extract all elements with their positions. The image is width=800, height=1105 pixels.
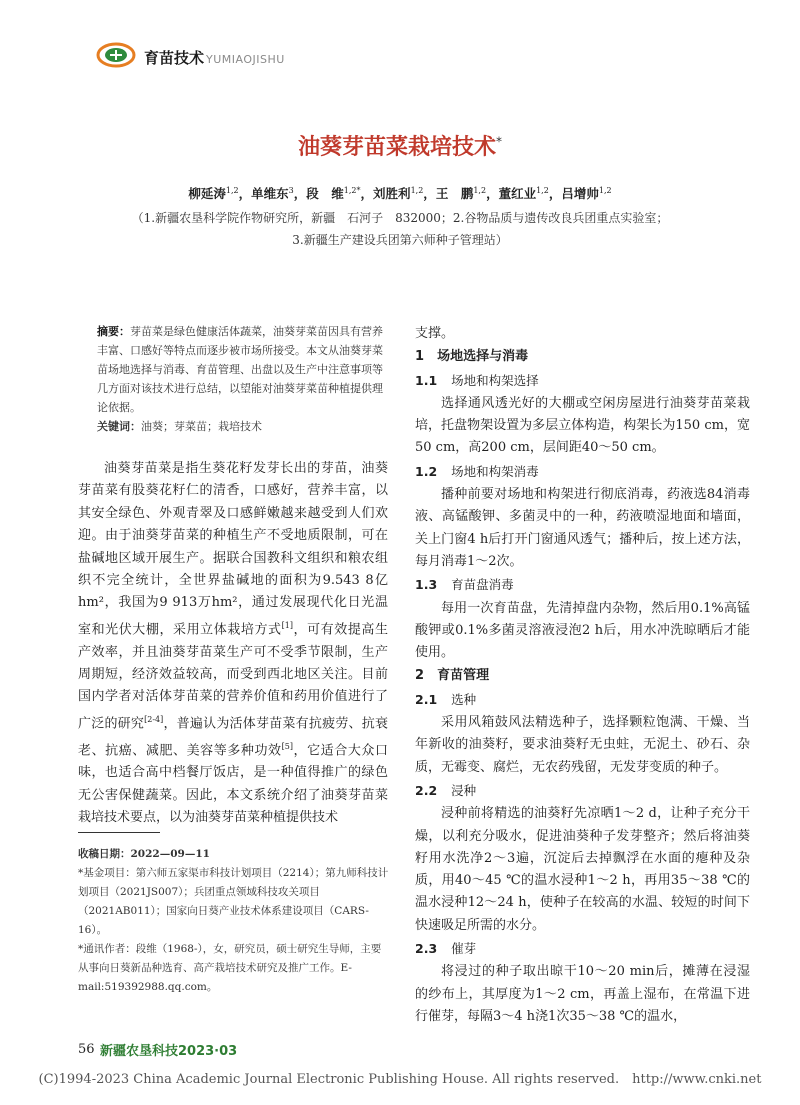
subsection-heading-2-2: 2.2 浸种: [415, 782, 477, 798]
abstract-label: 摘要：: [97, 325, 130, 338]
author: 柳延涛: [188, 186, 226, 201]
column-name-en: YUMIAOJISHU: [206, 53, 285, 66]
affiliation-line-2: 3.新疆生产建设兵团第六师种子管理站）: [292, 233, 508, 247]
received-date: 收稿日期：2022—09—11: [78, 848, 210, 860]
corresponding-author-note: *通讯作者：段维（1968-），女，研究员，硕士研究生导师，主要从事向日葵新品种选育、高产栽培技术研究及推广工作。E-mail:519392988.qq.com。: [78, 943, 382, 993]
column-name: 育苗技术 YUMIAOJISHU: [144, 49, 285, 67]
copyright-line: (C)1994-2023 China Academic Journal Electronic Publishing House. All rights reserved. http://www.cnki.net: [38, 1072, 762, 1087]
author: 单维东: [251, 186, 289, 201]
fund-note: *基金项目：第六师五家渠市科技计划项目（2214）；第九师科技计划项目（2021JS007）；兵团重点领域科技攻关项目（2021AB011）；国家向日葵产业技术体系建设项目（CARS-16）。: [78, 867, 389, 936]
continued-text: 支撑。: [415, 326, 455, 341]
citation: [2-4]: [144, 714, 164, 724]
section-heading-2: 2 育苗管理: [415, 668, 490, 684]
keywords-text: 油葵；芽菜苗；栽培技术: [141, 420, 262, 433]
subsection-heading-1-1: 1.1 场地和构架选择: [415, 372, 539, 388]
author: 段 维: [306, 186, 344, 201]
citation: [5]: [281, 741, 293, 751]
keywords-label: 关键词：: [97, 420, 141, 433]
affiliation-line-1: （1.新疆农垦科学院作物研究所，新疆 石河子 832000；2.谷物品质与遗传改良兵团重点实验室；: [131, 211, 669, 225]
title-footnote-mark: *: [496, 134, 502, 149]
author-list: 柳延涛$^{1,2}$，单维东$^3$，段 维$^{1,2*}$，刘胜利$^{1,2}$，王 鹏$^{1,2}$，董红业$^{1,2}$，吕增帅$^{1,2}$: [188, 185, 612, 201]
paragraph: 浸种前将精选的油葵籽先凉晒1～2 d，让种子充分干燥，以利充分吸水，促进油葵种子发芽整齐；然后将油葵籽用水洗净2～3遍，沉淀后去掉飘浮在水面的瘪种及杂质，用40～45 ℃的温水浸种1～2 h，再用35～38 ℃的温水浸种12～24 h，使种子在较高的水温、较短的时间下快速吸足所需的水分。: [415, 806, 750, 933]
paragraph: 播种前要对场地和构架进行彻底消毒，药液选84消毒液、高锰酸钾、多菌灵中的一种，药液喷湿地面和墙面，关上门窗4 h后打开门窗通风透气；播种后，按上述方法，每月消毒1～2次。: [415, 487, 750, 569]
paragraph: 采用风箱鼓风法精选种子，选择颗粒饱满、干燥、当年新收的油葵籽，要求油葵籽无虫蛀，无泥土、砂石、杂质，无霉变、腐烂，无农药残留，无发芽变质的种子。: [415, 715, 750, 775]
subsection-heading-1-2: 1.2 场地和构架消毒: [415, 463, 539, 479]
paragraph: 将浸过的种子取出晾干10～20 min后，摊薄在浸湿的纱布上，其厚度为1～2 cm，再盖上湿布，在常温下进行催芽，每隔3～4 h浇1次35～38 ℃的温水，: [415, 964, 750, 1024]
citation: [1]: [281, 620, 293, 630]
paragraph: 每用一次育苗盘，先清掉盘内杂物，然后用0.1%高锰酸钾或0.1%多菌灵溶液浸泡2 h后，用水冲洗晾晒后才能使用。: [415, 600, 750, 661]
footnote-divider: [78, 832, 160, 833]
author: 吕增帅: [561, 186, 599, 201]
intro-paragraph: 油葵芽苗菜是指生葵花籽发芽长出的芽苗，油葵芽苗菜有股葵花籽仁的清香，口感好，营养丰富，以其安全绿色、外观青翠及口感鲜嫩越来越受到人们欢迎。由于油葵芽苗菜的种植生产不受地质限制，可在盐碱地区域开展生产。据联合国教科文组织和粮农组织不完全统计，全世界盐碱地的面积为9.543 8亿hm²，我国为9 913万hm²，通过发展现代化日光温室和光伏大棚，采用立体栽培方式[1]，可有效提高生产效率，并且油葵芽苗菜生产可不受季节限制，生产周期短，经济效益较高，而受到西北地区关注。目前国内学者对活体芽苗菜的营养价值和药用价值进行了广泛的研究[2-4]，普遍认为活体芽苗菜有抗疲劳、抗衰老、抗癌、减肥、美容等多种功效[5]，它适合大众口味，也适合高中档餐厅饭店，是一种值得推广的绿色无公害保健蔬菜。因此，本文系统介绍了油葵芽苗菜栽培技术要点，以为油葵芽苗菜种植提供技术: [78, 461, 388, 826]
page-number: 56: [78, 1042, 95, 1057]
footnotes: [78, 845, 390, 997]
right-column: [415, 323, 750, 1028]
subsection-heading-2-3: 2.3 催芽: [415, 941, 477, 957]
author: 王 鹏: [435, 186, 474, 201]
author: 董红业: [498, 186, 537, 201]
paragraph: 选择通风透光好的大棚或空闲房屋进行油葵芽苗菜栽培，托盘物架设置为多层立体构造，构架长为150 cm，宽50 cm，高200 cm，层间距40～50 cm。: [415, 395, 750, 456]
abstract: [97, 322, 387, 417]
subsection-heading-2-1: 2.1 选种: [415, 691, 477, 707]
section-heading-1: 1 场地选择与消毒: [415, 349, 529, 365]
abstract-text: 芽苗菜是绿色健康活体蔬菜，油葵芽菜苗因具有营养丰富、口感好等特点而逐步被市场所接受。本文从油葵芽菜苗场地选择与消毒、育苗管理、出盘以及生产中注意事项等几方面对该技术进行总结，以望能对油葵芽菜苗种植提供理论依据。: [97, 325, 383, 414]
journal-issue: 新疆农垦科技2023·03: [100, 1044, 238, 1059]
article-title: 油葵芽苗菜栽培技术*: [297, 134, 502, 160]
keywords: [97, 418, 387, 434]
author: 刘胜利: [373, 186, 411, 201]
subsection-heading-1-3: 1.3 育苗盘消毒: [415, 577, 514, 593]
journal-logo-icon: [96, 42, 136, 68]
